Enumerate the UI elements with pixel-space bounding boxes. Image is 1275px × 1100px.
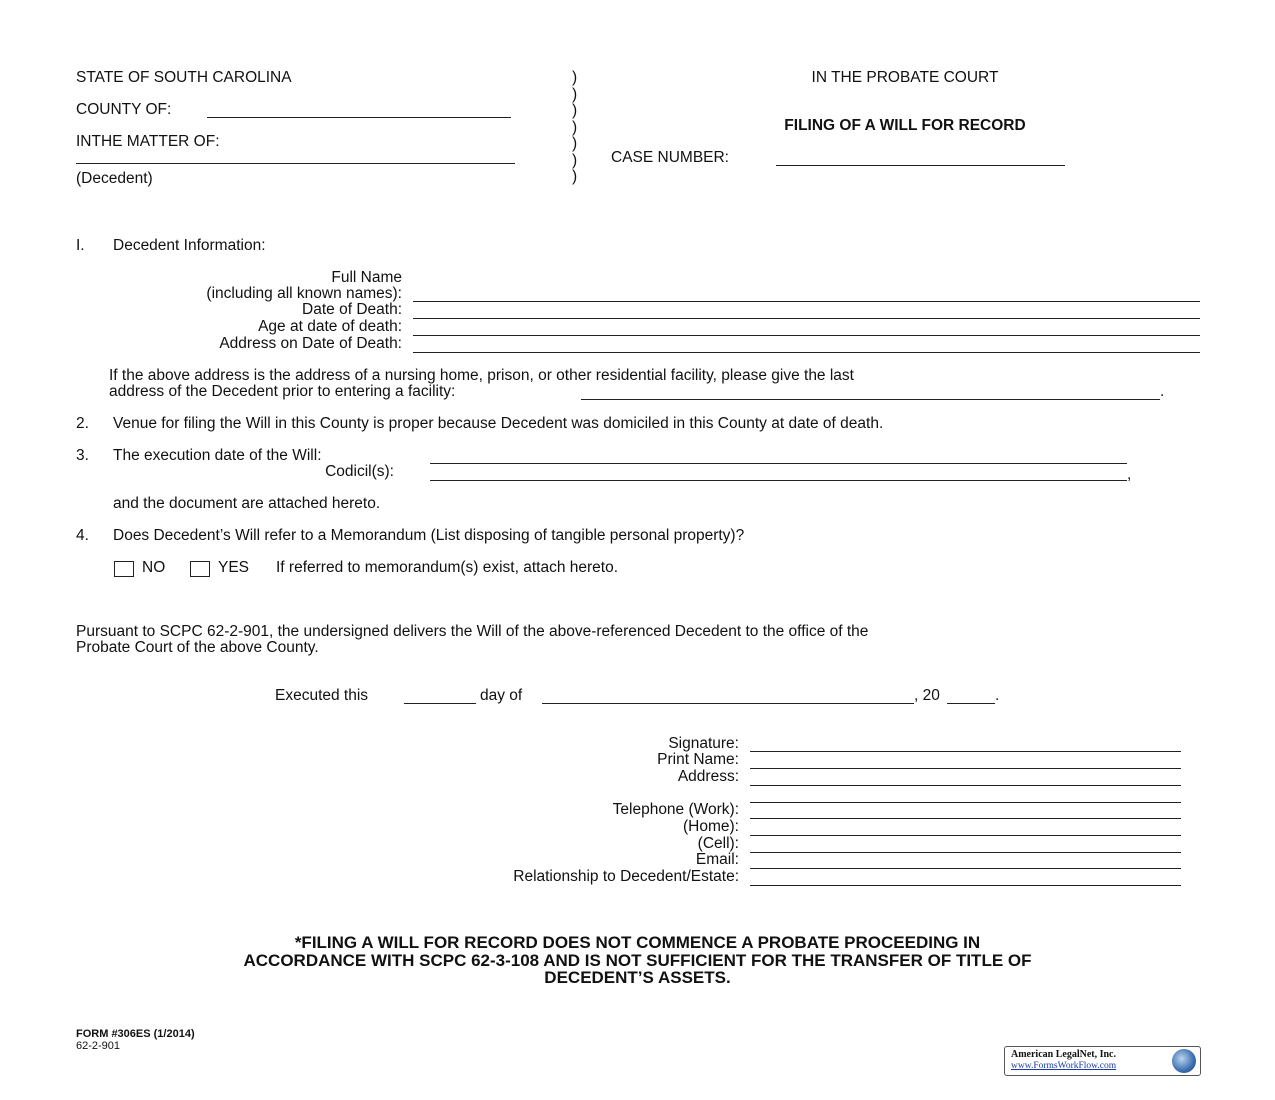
signature-label: Signature: [668, 735, 739, 752]
address-at-death-label: Address on Date of Death: [219, 335, 402, 352]
section-1-heading: Decedent Information: [113, 237, 266, 254]
facility-end-period: . [1160, 383, 1165, 400]
signature-field[interactable] [750, 751, 1181, 752]
telephone-cell-field[interactable] [750, 852, 1181, 853]
telephone-work-label: Telephone (Work): [612, 801, 739, 818]
no-checkbox[interactable] [114, 561, 134, 577]
pursuant-line-2: Probate Court of the above County. [76, 639, 319, 656]
full-name-field[interactable] [413, 301, 1200, 302]
yes-checkbox[interactable] [190, 561, 210, 577]
address-label: Address: [677, 768, 739, 785]
state-label: STATE OF SOUTH CAROLINA [76, 69, 292, 86]
matter-label: INTHE MATTER OF: [76, 133, 220, 150]
caption-parentheses: ) ) ) ) ) ) ) [572, 69, 578, 185]
form-title: FILING OF A WILL FOR RECORD [784, 117, 1026, 134]
globe-icon [1172, 1049, 1196, 1073]
telephone-home-field[interactable] [750, 835, 1181, 836]
case-number-field[interactable] [776, 165, 1065, 166]
address-at-death-field[interactable] [413, 352, 1200, 353]
american-legalnet-logo[interactable] [1004, 1046, 1201, 1076]
attached-text: and the document are attached hereto. [113, 495, 381, 512]
executed-prefix: Executed this [275, 687, 369, 704]
no-label: NO [142, 559, 166, 576]
date-of-death-field[interactable] [413, 318, 1200, 319]
facility-text-line-1: If the above address is the address of a nursing home, prison, or other residential facility, please give the last [109, 367, 854, 384]
known-names-label: (including all known names): [206, 285, 402, 302]
section-2-number: 2. [76, 415, 89, 432]
section-4-number: 4. [76, 527, 89, 544]
address-field-line-1[interactable] [750, 785, 1181, 786]
yes-label: YES [218, 559, 250, 576]
memorandum-question: Does Decedent’s Will refer to a Memorandum (List disposing of tangible personal property)? [113, 527, 745, 544]
prior-address-field[interactable] [581, 399, 1160, 400]
section-1-number: I. [76, 237, 85, 254]
facility-text-line-2: address of the Decedent prior to entering a facility: [109, 383, 456, 400]
case-number-label: CASE NUMBER: [611, 149, 729, 166]
section-3-number: 3. [76, 447, 89, 464]
address-field-line-2[interactable] [750, 802, 1181, 803]
print-name-label: Print Name: [657, 751, 739, 768]
county-label: COUNTY OF: [76, 101, 172, 118]
full-name-label: Full Name [331, 269, 402, 286]
disclaimer-text: *FILING A WILL FOR RECORD DOES NOT COMMENCE A PROBATE PROCEEDING IN ACCORDANCE WITH SCPC 62-3-108 AND IS NOT SUFFICIENT FOR THE TRANSFER OF TITLE OF DECEDENT’S ASSETS. [243, 933, 1032, 987]
will-execution-date-field[interactable] [430, 463, 1127, 464]
telephone-home-label: (Home): [683, 818, 739, 835]
age-at-death-label: Age at date of death: [258, 318, 402, 335]
logo-company-name: American LegalNet, Inc. [1011, 1049, 1116, 1060]
executed-end: . [995, 687, 1000, 704]
codicil-label: Codicil(s): [325, 463, 394, 480]
pursuant-line-1: Pursuant to SCPC 62-2-901, the undersigned delivers the Will of the above-referenced Decedent to the office of the [76, 623, 869, 640]
codicil-date-field[interactable] [430, 480, 1127, 481]
telephone-cell-label: (Cell): [697, 835, 739, 852]
will-execution-label: The execution date of the Will: [113, 447, 322, 464]
email-field[interactable] [750, 868, 1181, 869]
executed-month-field[interactable] [542, 703, 914, 704]
decedent-label: (Decedent) [76, 170, 153, 187]
county-field[interactable] [207, 117, 511, 118]
court-label: IN THE PROBATE COURT [811, 69, 999, 86]
form-number: FORM #306ES (1/2014) [76, 1028, 195, 1040]
executed-day-field[interactable] [404, 703, 476, 704]
print-name-field[interactable] [750, 768, 1181, 769]
age-at-death-field[interactable] [413, 335, 1200, 336]
relationship-field[interactable] [750, 885, 1181, 886]
venue-text: Venue for filing the Will in this County is proper because Decedent was domiciled in this County at date of death. [113, 415, 884, 432]
executed-year-prefix: , 20 [914, 687, 940, 704]
email-label: Email: [695, 851, 739, 868]
telephone-work-field[interactable] [750, 818, 1181, 819]
logo-url-link[interactable]: www.FormsWorkFlow.com [1011, 1061, 1117, 1071]
executed-year-field[interactable] [947, 703, 995, 704]
date-of-death-label: Date of Death: [302, 301, 402, 318]
codicil-comma: , [1127, 466, 1132, 483]
executed-day-of: day of [480, 687, 523, 704]
relationship-label: Relationship to Decedent/Estate: [513, 868, 739, 885]
decedent-name-field[interactable] [76, 163, 515, 164]
memorandum-note: If referred to memorandum(s) exist, attach hereto. [276, 559, 618, 576]
statute-number: 62-2-901 [76, 1040, 121, 1052]
